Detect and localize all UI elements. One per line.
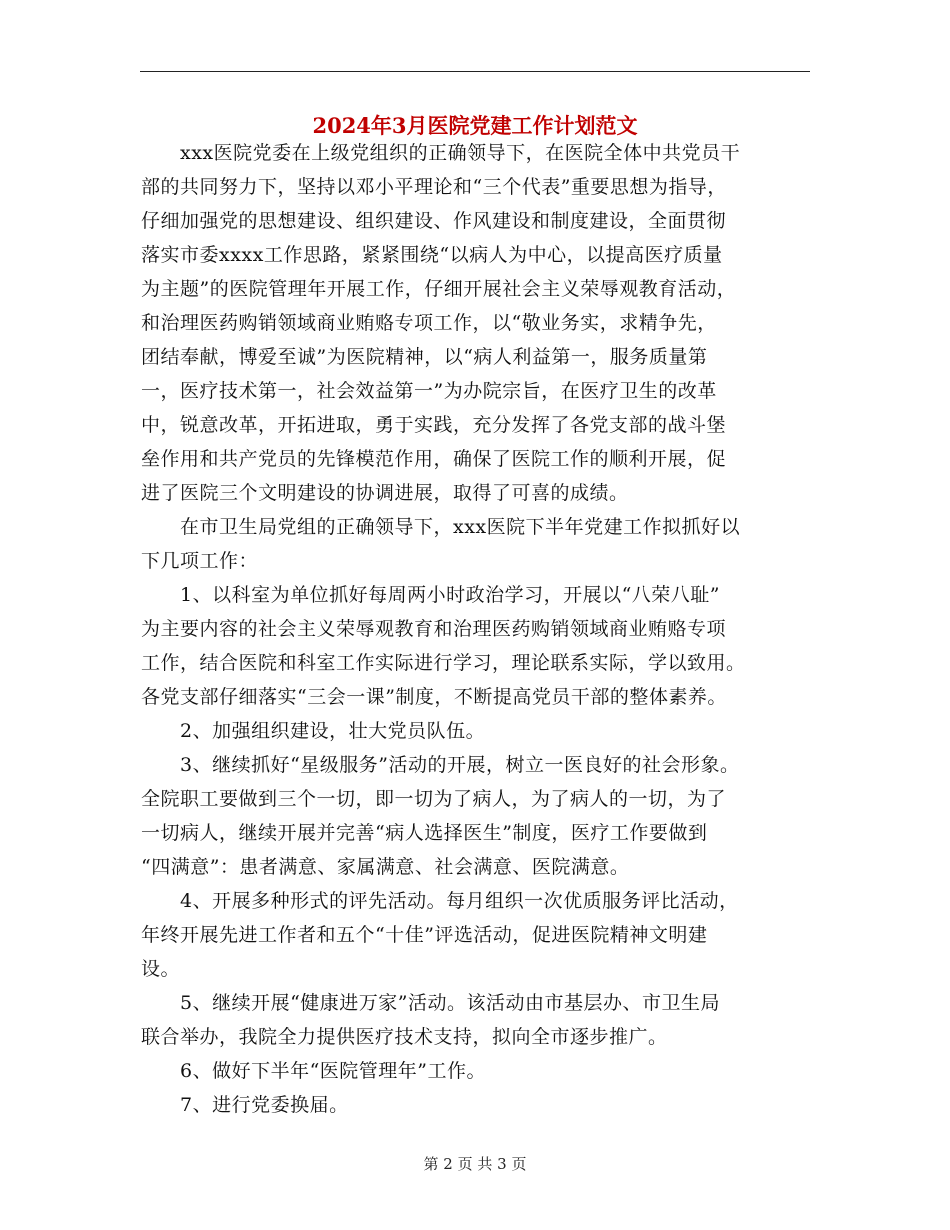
body-line: 工作，结合医院和科室工作实际进行学习，理论联系实际，学以致用。 <box>141 652 746 674</box>
body-line: 一，医疗技术第一，社会效益第一”为办院宗旨，在医疗卫生的改革 <box>141 380 717 402</box>
body-line: 下几项工作： <box>141 550 259 572</box>
body-line: 1、以科室为单位抓好每周两小时政治学习，开展以“八荣八耻” <box>141 584 721 606</box>
body-line: 仔细加强党的思想建设、组织建设、作风建设和制度建设，全面贯彻 <box>141 210 727 232</box>
body-line: 中，锐意改革，开拓进取，勇于实践，充分发挥了各党支部的战斗堡 <box>141 414 727 436</box>
body-line: 年终开展先进工作者和五个“十佳”评选活动，促进医院精神文明建 <box>141 924 708 946</box>
body-line: 一切病人，继续开展并完善“病人选择医生”制度，医疗工作要做到 <box>141 822 708 844</box>
body-line: 联合举办，我院全力提供医疗技术支持，拟向全市逐步推广。 <box>141 1026 668 1048</box>
body-line: 在市卫生局党组的正确领导下，xxx医院下半年党建工作拟抓好以 <box>141 516 741 538</box>
document-title: 2024年3月医院党建工作计划范文 <box>312 113 638 138</box>
body-line: 和治理医药购销领域商业贿赂专项工作，以“敬业务实，求精争先， <box>141 312 717 334</box>
body-line: 4、开展多种形式的评先活动。每月组织一次优质服务评比活动， <box>141 890 739 912</box>
body-line: 3、继续抓好“星级服务”活动的开展，树立一医良好的社会形象。 <box>141 754 740 776</box>
body-line: 2、加强组织建设，壮大党员队伍。 <box>141 720 486 742</box>
body-line: 垒作用和共产党员的先锋模范作用，确保了医院工作的顺利开展，促 <box>141 448 727 470</box>
body-line: 全院职工要做到三个一切，即一切为了病人，为了病人的一切，为了 <box>141 788 727 810</box>
body-line: xxx医院党委在上级党组织的正确领导下，在医院全体中共党员干 <box>141 142 741 164</box>
body-line: 部的共同努力下，坚持以邓小平理论和“三个代表”重要思想为指导， <box>141 176 727 198</box>
body-line: 为主要内容的社会主义荣辱观教育和治理医药购销领域商业贿赂专项 <box>141 618 727 640</box>
body-line: 设。 <box>141 958 181 980</box>
page-number-footer: 第 2 页 共 3 页 <box>423 1155 527 1173</box>
body-line: 落实市委xxxx工作思路，紧紧围绕“以病人为中心，以提高医疗质量 <box>141 244 723 266</box>
body-line: 6、做好下半年“医院管理年”工作。 <box>141 1060 487 1082</box>
body-line: 7、进行党委换届。 <box>141 1094 349 1116</box>
body-line: 5、继续开展“健康进万家”活动。该活动由市基层办、市卫生局 <box>141 992 721 1014</box>
body-line: 团结奉献，博爱至诚”为医院精神，以“病人利益第一，服务质量第 <box>141 346 708 368</box>
body-line: 各党支部仔细落实“三会一课”制度，不断提高党员干部的整体素养。 <box>141 686 727 708</box>
header-rule <box>140 71 810 72</box>
body-line: 为主题”的医院管理年开展工作，仔细开展社会主义荣辱观教育活动， <box>141 278 737 300</box>
body-line: 进了医院三个文明建设的协调进展，取得了可喜的成绩。 <box>141 482 629 504</box>
body-line: “四满意”：患者满意、家属满意、社会满意、医院满意。 <box>141 856 630 878</box>
